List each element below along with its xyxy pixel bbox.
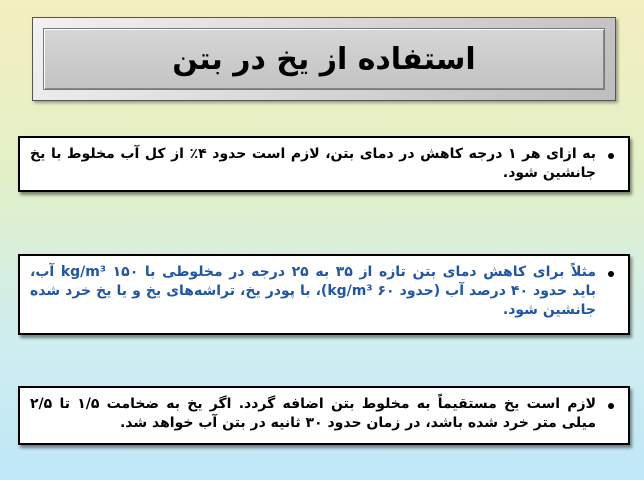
bullet-dot-icon [602, 271, 616, 278]
bullet-text-1: به ازای هر ۱ درجه کاهش در دمای بتن، لازم است حدود ۴٪ از کل آب مخلوط با یخ جانشین شود. [30, 146, 596, 181]
bullet-box-1 [18, 136, 630, 192]
slide-title: استفاده از یخ در بتن [172, 41, 476, 77]
bullet-text-3: لازم است یخ مستقیماً به مخلوط بتن اضافه گردد. اگر یخ به ضخامت ۱/۵ تا ۲/۵ میلی متر خرد شده باشد، در زمان حدود ۳۰ ثانیه در بتن آب خواهد شد. [30, 396, 597, 431]
bullet-box-2 [18, 254, 630, 335]
bullet-box-3 [18, 386, 630, 445]
title-frame [32, 17, 616, 101]
bullet-dot-icon [602, 153, 616, 160]
bullet-text-2: مثلاً برای کاهش دمای بتن تازه از ۳۵ به ۲۵ درجه در مخلوطی با ۱۵۰ kg/m³ آب، باید حدود ۴۰ درصد آب (حدود ۶۰ kg/m³)، با پودر یخ، تراشه‌های یخ و یا یخ خرد شده جانشین شود. [30, 264, 596, 318]
title-panel [43, 28, 605, 90]
bullet-dot-icon [602, 403, 616, 410]
